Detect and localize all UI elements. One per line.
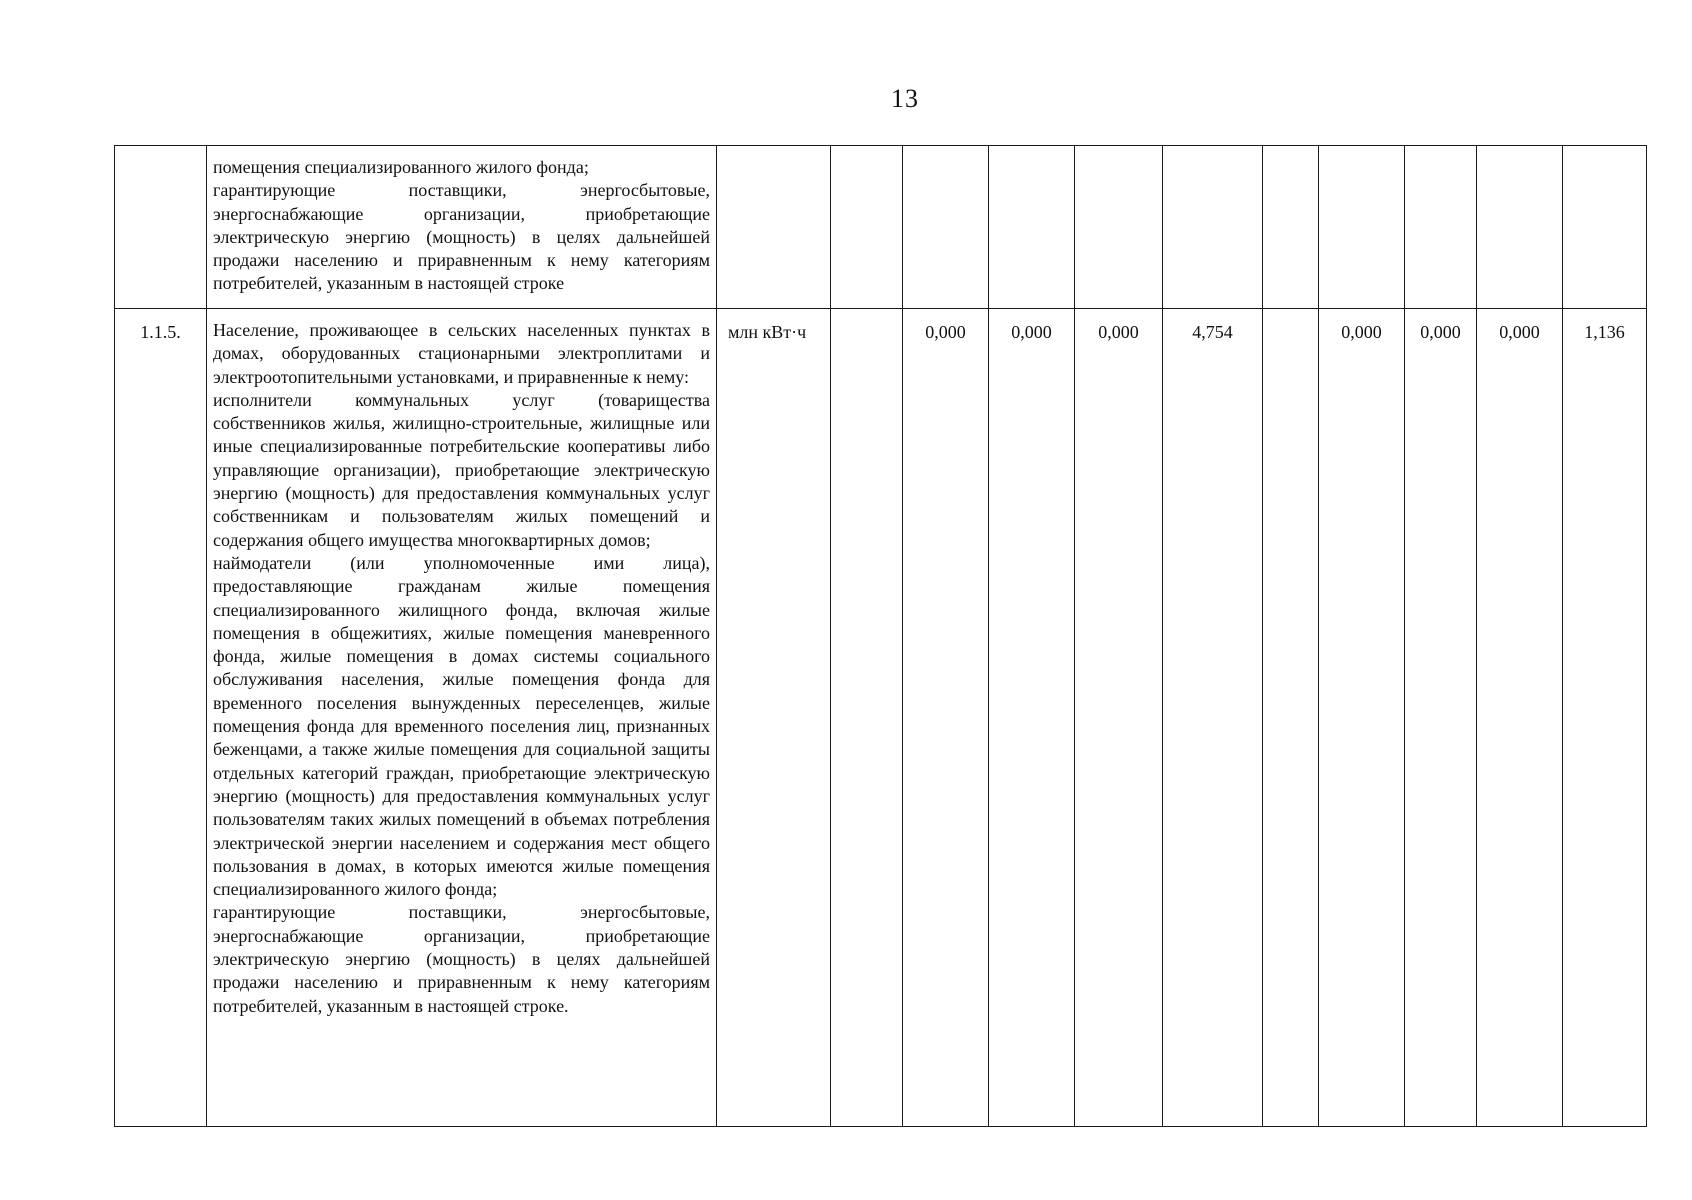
value-cell bbox=[831, 146, 903, 309]
description-cell bbox=[207, 309, 717, 1127]
description-paragraph: помещения специализированного жилого фонда; bbox=[213, 157, 589, 177]
value-cell: 4,754 bbox=[1163, 309, 1263, 1127]
table-row bbox=[115, 309, 1647, 1127]
description-paragraph: Население, проживающее в сельских населенных пунктах в домах, оборудованных стационарными электроплитами и электроотопительными установками, и приравненные к нему: bbox=[213, 320, 710, 387]
value-cell bbox=[1075, 146, 1163, 309]
table-row bbox=[115, 146, 1647, 309]
value-cell: 0,000 bbox=[903, 309, 989, 1127]
value-cell bbox=[1263, 146, 1319, 309]
value-cell: 0,000 bbox=[989, 309, 1075, 1127]
description-paragraph: исполнители коммунальных услуг (товарищества собственников жилья, жилищно-строительные, жилищные или иные специализированные потребительские кооперативы либо управляющие организации), приобретающие электрическую энергию (мощность) для предоставления коммунальных услуг собственникам и пользователям жилых помещений и содержания общего имущества многоквартирных домов; bbox=[213, 389, 710, 550]
value-cell: 0,000 bbox=[1075, 309, 1163, 1127]
value-cell bbox=[1405, 146, 1477, 309]
unit-cell: млн кВт·ч bbox=[717, 309, 831, 1127]
value-cell bbox=[1477, 146, 1563, 309]
unit-cell bbox=[717, 146, 831, 309]
value-cell bbox=[903, 146, 989, 309]
value-cell: 1,136 bbox=[1563, 309, 1647, 1127]
row-number-cell: 1.1.5. bbox=[115, 309, 207, 1127]
row-number-cell bbox=[115, 146, 207, 309]
description-paragraph: гарантирующие поставщики, энергосбытовые, энергоснабжающие организации, приобретающие электрическую энергию (мощность) в целях дальнейшей продажи населению и приравненным к нему категориям потребителей, указанным в настоящей строке. bbox=[213, 902, 710, 1016]
value-cell bbox=[1563, 146, 1647, 309]
data-table bbox=[114, 145, 1647, 1127]
value-cell bbox=[831, 309, 903, 1127]
page-number: 13 bbox=[891, 84, 919, 113]
value-cell: 0,000 bbox=[1405, 309, 1477, 1127]
value-cell: 0,000 bbox=[1319, 309, 1405, 1127]
description-cell bbox=[207, 146, 717, 309]
value-cell bbox=[989, 146, 1075, 309]
value-cell: 0,000 bbox=[1477, 309, 1563, 1127]
value-cell bbox=[1163, 146, 1263, 309]
description-paragraph: наймодатели (или уполномоченные ими лица), предоставляющие гражданам жилые помещения специализированного жилищного фонда, включая жилые помещения в общежитиях, жилые помещения маневренного фонда, жилые помещения в домах системы социального обслуживания населения, жилые помещения фонда для временного поселения вынужденных переселенцев, жилые помещения фонда для временного поселения лиц, признанных беженцами, а также жилые помещения для социальной защиты отдельных категорий граждан, приобретающие электрическую энергию (мощность) для предоставления коммунальных услуг пользователям таких жилых помещений в объемах потребления электрической энергии населением и содержания мест общего пользования в домах, в которых имеются жилые помещения специализированного жилого фонда; bbox=[213, 552, 710, 900]
value-cell bbox=[1263, 309, 1319, 1127]
value-cell bbox=[1319, 146, 1405, 309]
description-paragraph: гарантирующие поставщики, энергосбытовые, энергоснабжающие организации, приобретающие электрическую энергию (мощность) в целях дальнейшей продажи населению и приравненным к нему категориям потребителей, указанным в настоящей строке bbox=[213, 180, 710, 294]
